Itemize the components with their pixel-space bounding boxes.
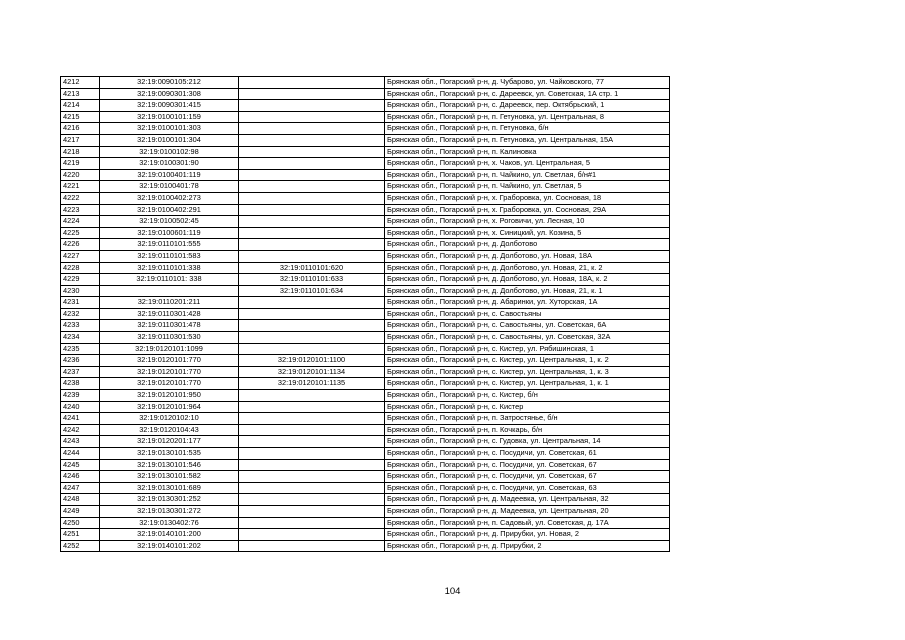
row-number-cell: 4232: [61, 308, 100, 320]
cadastral-number-cell: 32:19:0100301:90: [100, 158, 239, 170]
table-row: [61, 204, 670, 216]
linked-cadastral-number-cell: [239, 111, 385, 123]
address-cell: Брянская обл., Погарский р-н, с. Посудичи, ул. Советская, 63: [385, 482, 670, 494]
linked-cadastral-number-cell: 32:19:0110101:620: [239, 262, 385, 274]
table-row: [61, 517, 670, 529]
linked-cadastral-number-cell: [239, 134, 385, 146]
table-row: [61, 181, 670, 193]
address-cell: Брянская обл., Погарский р-н, с. Кистер, ул. Центральная, 1, к. 1: [385, 378, 670, 390]
address-cell: Брянская обл., Погарский р-н, д. Чубарово, ул. Чайковского, 77: [385, 77, 670, 89]
cadastral-number-cell: 32:19:0110201:211: [100, 297, 239, 309]
linked-cadastral-number-cell: 32:19:0120101:1134: [239, 366, 385, 378]
cadastral-number-cell: [100, 285, 239, 297]
linked-cadastral-number-cell: [239, 413, 385, 425]
cadastral-number-cell: 32:19:0120101:770: [100, 378, 239, 390]
row-number-cell: 4233: [61, 320, 100, 332]
row-number-cell: 4235: [61, 343, 100, 355]
table-row: [61, 332, 670, 344]
table-row: [61, 285, 670, 297]
address-cell: Брянская обл., Погарский р-н, п. Гетуновка, б/н: [385, 123, 670, 135]
table-row: [61, 308, 670, 320]
linked-cadastral-number-cell: [239, 77, 385, 89]
row-number-cell: 4225: [61, 227, 100, 239]
table-row: [61, 250, 670, 262]
table-row: [61, 505, 670, 517]
table-row: [61, 366, 670, 378]
address-cell: Брянская обл., Погарский р-н, с. Посудичи, ул. Советская, 61: [385, 448, 670, 460]
linked-cadastral-number-cell: [239, 169, 385, 181]
address-cell: Брянская обл., Погарский р-н, с. Кистер: [385, 401, 670, 413]
table-row: [61, 77, 670, 89]
address-cell: Брянская обл., Погарский р-н, х. Синицкий, ул. Козина, 5: [385, 227, 670, 239]
address-cell: Брянская обл., Погарский р-н, с. Савостьяны: [385, 308, 670, 320]
linked-cadastral-number-cell: [239, 192, 385, 204]
row-number-cell: 4245: [61, 459, 100, 471]
address-cell: Брянская обл., Погарский р-н, п. Гетуновка, ул. Центральная, 15А: [385, 134, 670, 146]
address-cell: Брянская обл., Погарский р-н, д. Мадеевка, ул. Центральная, 32: [385, 494, 670, 506]
address-cell: Брянская обл., Погарский р-н, д. Прирубки, ул. Новая, 2: [385, 529, 670, 541]
row-number-cell: 4215: [61, 111, 100, 123]
row-number-cell: 4212: [61, 77, 100, 89]
cadastral-number-cell: 32:19:0120101:964: [100, 401, 239, 413]
address-cell: Брянская обл., Погарский р-н, д. Долботово, ул. Новая, 21, к. 2: [385, 262, 670, 274]
linked-cadastral-number-cell: [239, 88, 385, 100]
table-row: [61, 459, 670, 471]
cadastral-number-cell: 32:19:0140101:200: [100, 529, 239, 541]
address-cell: Брянская обл., Погарский р-н, с. Гудовка, ул. Центральная, 14: [385, 436, 670, 448]
cadastral-number-cell: 32:19:0100102:98: [100, 146, 239, 158]
row-number-cell: 4249: [61, 505, 100, 517]
cadastral-number-cell: 32:19:0130101:535: [100, 448, 239, 460]
address-cell: Брянская обл., Погарский р-н, х. Граборовка, ул. Сосновая, 18: [385, 192, 670, 204]
address-cell: Брянская обл., Погарский р-н, д. Долботово, ул. Новая, 21, к. 1: [385, 285, 670, 297]
cadastral-number-cell: 32:19:0110301:478: [100, 320, 239, 332]
address-cell: Брянская обл., Погарский р-н, с. Посудичи, ул. Советская, 67: [385, 471, 670, 483]
row-number-cell: 4236: [61, 355, 100, 367]
address-cell: Брянская обл., Погарский р-н, п. Затростянье, б/н: [385, 413, 670, 425]
linked-cadastral-number-cell: [239, 227, 385, 239]
cadastral-number-cell: 32:19:0100401:119: [100, 169, 239, 181]
table-row: [61, 274, 670, 286]
row-number-cell: 4218: [61, 146, 100, 158]
registry-table-body: [61, 77, 670, 552]
address-cell: Брянская обл., Погарский р-н, д. Долботово, ул. Новая, 18А, к. 2: [385, 274, 670, 286]
linked-cadastral-number-cell: [239, 158, 385, 170]
table-row: [61, 216, 670, 228]
cadastral-number-cell: 32:19:0110301:428: [100, 308, 239, 320]
address-cell: Брянская обл., Погарский р-н, п. Калиновка: [385, 146, 670, 158]
address-cell: Брянская обл., Погарский р-н, п. Чайкино, ул. Светлая, 5: [385, 181, 670, 193]
cadastral-number-cell: 32:19:0090301:415: [100, 100, 239, 112]
table-row: [61, 88, 670, 100]
row-number-cell: 4221: [61, 181, 100, 193]
row-number-cell: 4239: [61, 390, 100, 402]
linked-cadastral-number-cell: [239, 471, 385, 483]
table-row: [61, 100, 670, 112]
cadastral-number-cell: 32:19:0130301:272: [100, 505, 239, 517]
linked-cadastral-number-cell: [239, 297, 385, 309]
cadastral-number-cell: 32:19:0100101:304: [100, 134, 239, 146]
address-cell: Брянская обл., Погарский р-н, с. Посудичи, ул. Советская, 67: [385, 459, 670, 471]
row-number-cell: 4214: [61, 100, 100, 112]
row-number-cell: 4242: [61, 424, 100, 436]
address-cell: Брянская обл., Погарский р-н, п. Садовый, ул. Советская, д. 17А: [385, 517, 670, 529]
cadastral-number-cell: 32:19:0110101:338: [100, 262, 239, 274]
linked-cadastral-number-cell: [239, 343, 385, 355]
table-row: [61, 471, 670, 483]
table-row: [61, 540, 670, 552]
linked-cadastral-number-cell: [239, 146, 385, 158]
linked-cadastral-number-cell: [239, 123, 385, 135]
row-number-cell: 4229: [61, 274, 100, 286]
cadastral-number-cell: 32:19:0120101:770: [100, 366, 239, 378]
cadastral-number-cell: 32:19:0120101:770: [100, 355, 239, 367]
linked-cadastral-number-cell: [239, 424, 385, 436]
linked-cadastral-number-cell: [239, 332, 385, 344]
linked-cadastral-number-cell: [239, 204, 385, 216]
table-row: [61, 390, 670, 402]
row-number-cell: 4241: [61, 413, 100, 425]
row-number-cell: 4246: [61, 471, 100, 483]
row-number-cell: 4224: [61, 216, 100, 228]
row-number-cell: 4243: [61, 436, 100, 448]
row-number-cell: 4252: [61, 540, 100, 552]
cadastral-number-cell: 32:19:0110101:555: [100, 239, 239, 251]
table-row: [61, 424, 670, 436]
row-number-cell: 4213: [61, 88, 100, 100]
address-cell: Брянская обл., Погарский р-н, х. Граборовка, ул. Сосновая, 29А: [385, 204, 670, 216]
cadastral-number-cell: 32:19:0110301:530: [100, 332, 239, 344]
address-cell: Брянская обл., Погарский р-н, п. Чайкино, ул. Светлая, б/н#1: [385, 169, 670, 181]
page-number: 104: [444, 586, 461, 597]
row-number-cell: 4234: [61, 332, 100, 344]
table-row: [61, 158, 670, 170]
table-row: [61, 192, 670, 204]
cadastral-number-cell: 32:19:0100601:119: [100, 227, 239, 239]
table-row: [61, 123, 670, 135]
address-cell: Брянская обл., Погарский р-н, с. Кистер, ул. Центральная, 1, к. 2: [385, 355, 670, 367]
table-row: [61, 146, 670, 158]
linked-cadastral-number-cell: [239, 216, 385, 228]
row-number-cell: 4248: [61, 494, 100, 506]
row-number-cell: 4227: [61, 250, 100, 262]
linked-cadastral-number-cell: [239, 529, 385, 541]
cadastral-number-cell: 32:19:0140101:202: [100, 540, 239, 552]
cadastral-number-cell: 32:19:0090301:308: [100, 88, 239, 100]
address-cell: Брянская обл., Погарский р-н, с. Кистер, б/н: [385, 390, 670, 402]
row-number-cell: 4226: [61, 239, 100, 251]
cadastral-number-cell: 32:19:0130101:546: [100, 459, 239, 471]
cadastral-number-cell: 32:19:0100401:78: [100, 181, 239, 193]
row-number-cell: 4251: [61, 529, 100, 541]
address-cell: Брянская обл., Погарский р-н, п. Гетуновка, ул. Центральная, 8: [385, 111, 670, 123]
cadastral-number-cell: 32:19:0100101:159: [100, 111, 239, 123]
linked-cadastral-number-cell: [239, 401, 385, 413]
linked-cadastral-number-cell: [239, 459, 385, 471]
table-row: [61, 343, 670, 355]
row-number-cell: 4217: [61, 134, 100, 146]
row-number-cell: 4219: [61, 158, 100, 170]
address-cell: Брянская обл., Погарский р-н, д. Мадеевка, ул. Центральная, 20: [385, 505, 670, 517]
table-row: [61, 239, 670, 251]
address-cell: Брянская обл., Погарский р-н, д. Абаринки, ул. Хуторская, 1А: [385, 297, 670, 309]
table-row: [61, 297, 670, 309]
table-row: [61, 436, 670, 448]
table-row: [61, 401, 670, 413]
row-number-cell: 4250: [61, 517, 100, 529]
cadastral-number-cell: 32:19:0130101:689: [100, 482, 239, 494]
row-number-cell: 4237: [61, 366, 100, 378]
row-number-cell: 4223: [61, 204, 100, 216]
linked-cadastral-number-cell: [239, 100, 385, 112]
row-number-cell: 4228: [61, 262, 100, 274]
cadastral-number-cell: 32:19:0100402:291: [100, 204, 239, 216]
linked-cadastral-number-cell: 32:19:0110101:633: [239, 274, 385, 286]
address-cell: Брянская обл., Погарский р-н, с. Дареевск, ул. Советская, 1А стр. 1: [385, 88, 670, 100]
linked-cadastral-number-cell: [239, 308, 385, 320]
linked-cadastral-number-cell: [239, 448, 385, 460]
row-number-cell: 4244: [61, 448, 100, 460]
address-cell: Брянская обл., Погарский р-н, с. Савостьяны, ул. Советская, 6А: [385, 320, 670, 332]
linked-cadastral-number-cell: [239, 250, 385, 262]
cadastral-number-cell: 32:19:0120101:1099: [100, 343, 239, 355]
address-cell: Брянская обл., Погарский р-н, х. Роговичи, ул. Лесная, 10: [385, 216, 670, 228]
table-row: [61, 494, 670, 506]
row-number-cell: 4220: [61, 169, 100, 181]
row-number-cell: 4240: [61, 401, 100, 413]
linked-cadastral-number-cell: [239, 239, 385, 251]
address-cell: Брянская обл., Погарский р-н, с. Кистер, ул. Центральная, 1, к. 3: [385, 366, 670, 378]
linked-cadastral-number-cell: [239, 482, 385, 494]
address-cell: Брянская обл., Погарский р-н, с. Дареевск, пер. Октябрьский, 1: [385, 100, 670, 112]
cadastral-number-cell: 32:19:0100101:303: [100, 123, 239, 135]
linked-cadastral-number-cell: [239, 540, 385, 552]
table-row: [61, 482, 670, 494]
cadastral-number-cell: 32:19:0130301:252: [100, 494, 239, 506]
table-row: [61, 448, 670, 460]
row-number-cell: 4231: [61, 297, 100, 309]
linked-cadastral-number-cell: [239, 181, 385, 193]
table-row: [61, 227, 670, 239]
table-row: [61, 355, 670, 367]
table-row: [61, 134, 670, 146]
table-row: [61, 378, 670, 390]
cadastral-number-cell: 32:19:0130101:582: [100, 471, 239, 483]
linked-cadastral-number-cell: [239, 494, 385, 506]
row-number-cell: 4216: [61, 123, 100, 135]
row-number-cell: 4238: [61, 378, 100, 390]
cadastral-number-cell: 32:19:0120101:950: [100, 390, 239, 402]
registry-table: [60, 76, 670, 552]
linked-cadastral-number-cell: [239, 320, 385, 332]
linked-cadastral-number-cell: [239, 505, 385, 517]
row-number-cell: 4230: [61, 285, 100, 297]
address-cell: Брянская обл., Погарский р-н, д. Прирубки, 2: [385, 540, 670, 552]
cadastral-number-cell: 32:19:0130402:76: [100, 517, 239, 529]
cadastral-number-cell: 32:19:0110101: 338: [100, 274, 239, 286]
address-cell: Брянская обл., Погарский р-н, д. Долботово, ул. Новая, 18А: [385, 250, 670, 262]
row-number-cell: 4247: [61, 482, 100, 494]
linked-cadastral-number-cell: [239, 390, 385, 402]
cadastral-number-cell: 32:19:0100502:45: [100, 216, 239, 228]
cadastral-number-cell: 32:19:0120201:177: [100, 436, 239, 448]
address-cell: Брянская обл., Погарский р-н, д. Долботово: [385, 239, 670, 251]
address-cell: Брянская обл., Погарский р-н, п. Кочкарь, б/н: [385, 424, 670, 436]
row-number-cell: 4222: [61, 192, 100, 204]
table-row: [61, 169, 670, 181]
address-cell: Брянская обл., Погарский р-н, с. Савостьяны, ул. Советская, 32А: [385, 332, 670, 344]
address-cell: Брянская обл., Погарский р-н, с. Кистер, ул. Рябишинская, 1: [385, 343, 670, 355]
linked-cadastral-number-cell: [239, 436, 385, 448]
cadastral-number-cell: 32:19:0120102:10: [100, 413, 239, 425]
table-row: [61, 413, 670, 425]
cadastral-number-cell: 32:19:0100402:273: [100, 192, 239, 204]
linked-cadastral-number-cell: 32:19:0120101:1100: [239, 355, 385, 367]
table-row: [61, 320, 670, 332]
address-cell: Брянская обл., Погарский р-н, х. Чаков, ул. Центральная, 5: [385, 158, 670, 170]
cadastral-number-cell: 32:19:0090105:212: [100, 77, 239, 89]
cadastral-number-cell: 32:19:0110101:583: [100, 250, 239, 262]
table-row: [61, 111, 670, 123]
table-row: [61, 529, 670, 541]
linked-cadastral-number-cell: 32:19:0110101:634: [239, 285, 385, 297]
cadastral-number-cell: 32:19:0120104:43: [100, 424, 239, 436]
table-row: [61, 262, 670, 274]
linked-cadastral-number-cell: 32:19:0120101:1135: [239, 378, 385, 390]
linked-cadastral-number-cell: [239, 517, 385, 529]
